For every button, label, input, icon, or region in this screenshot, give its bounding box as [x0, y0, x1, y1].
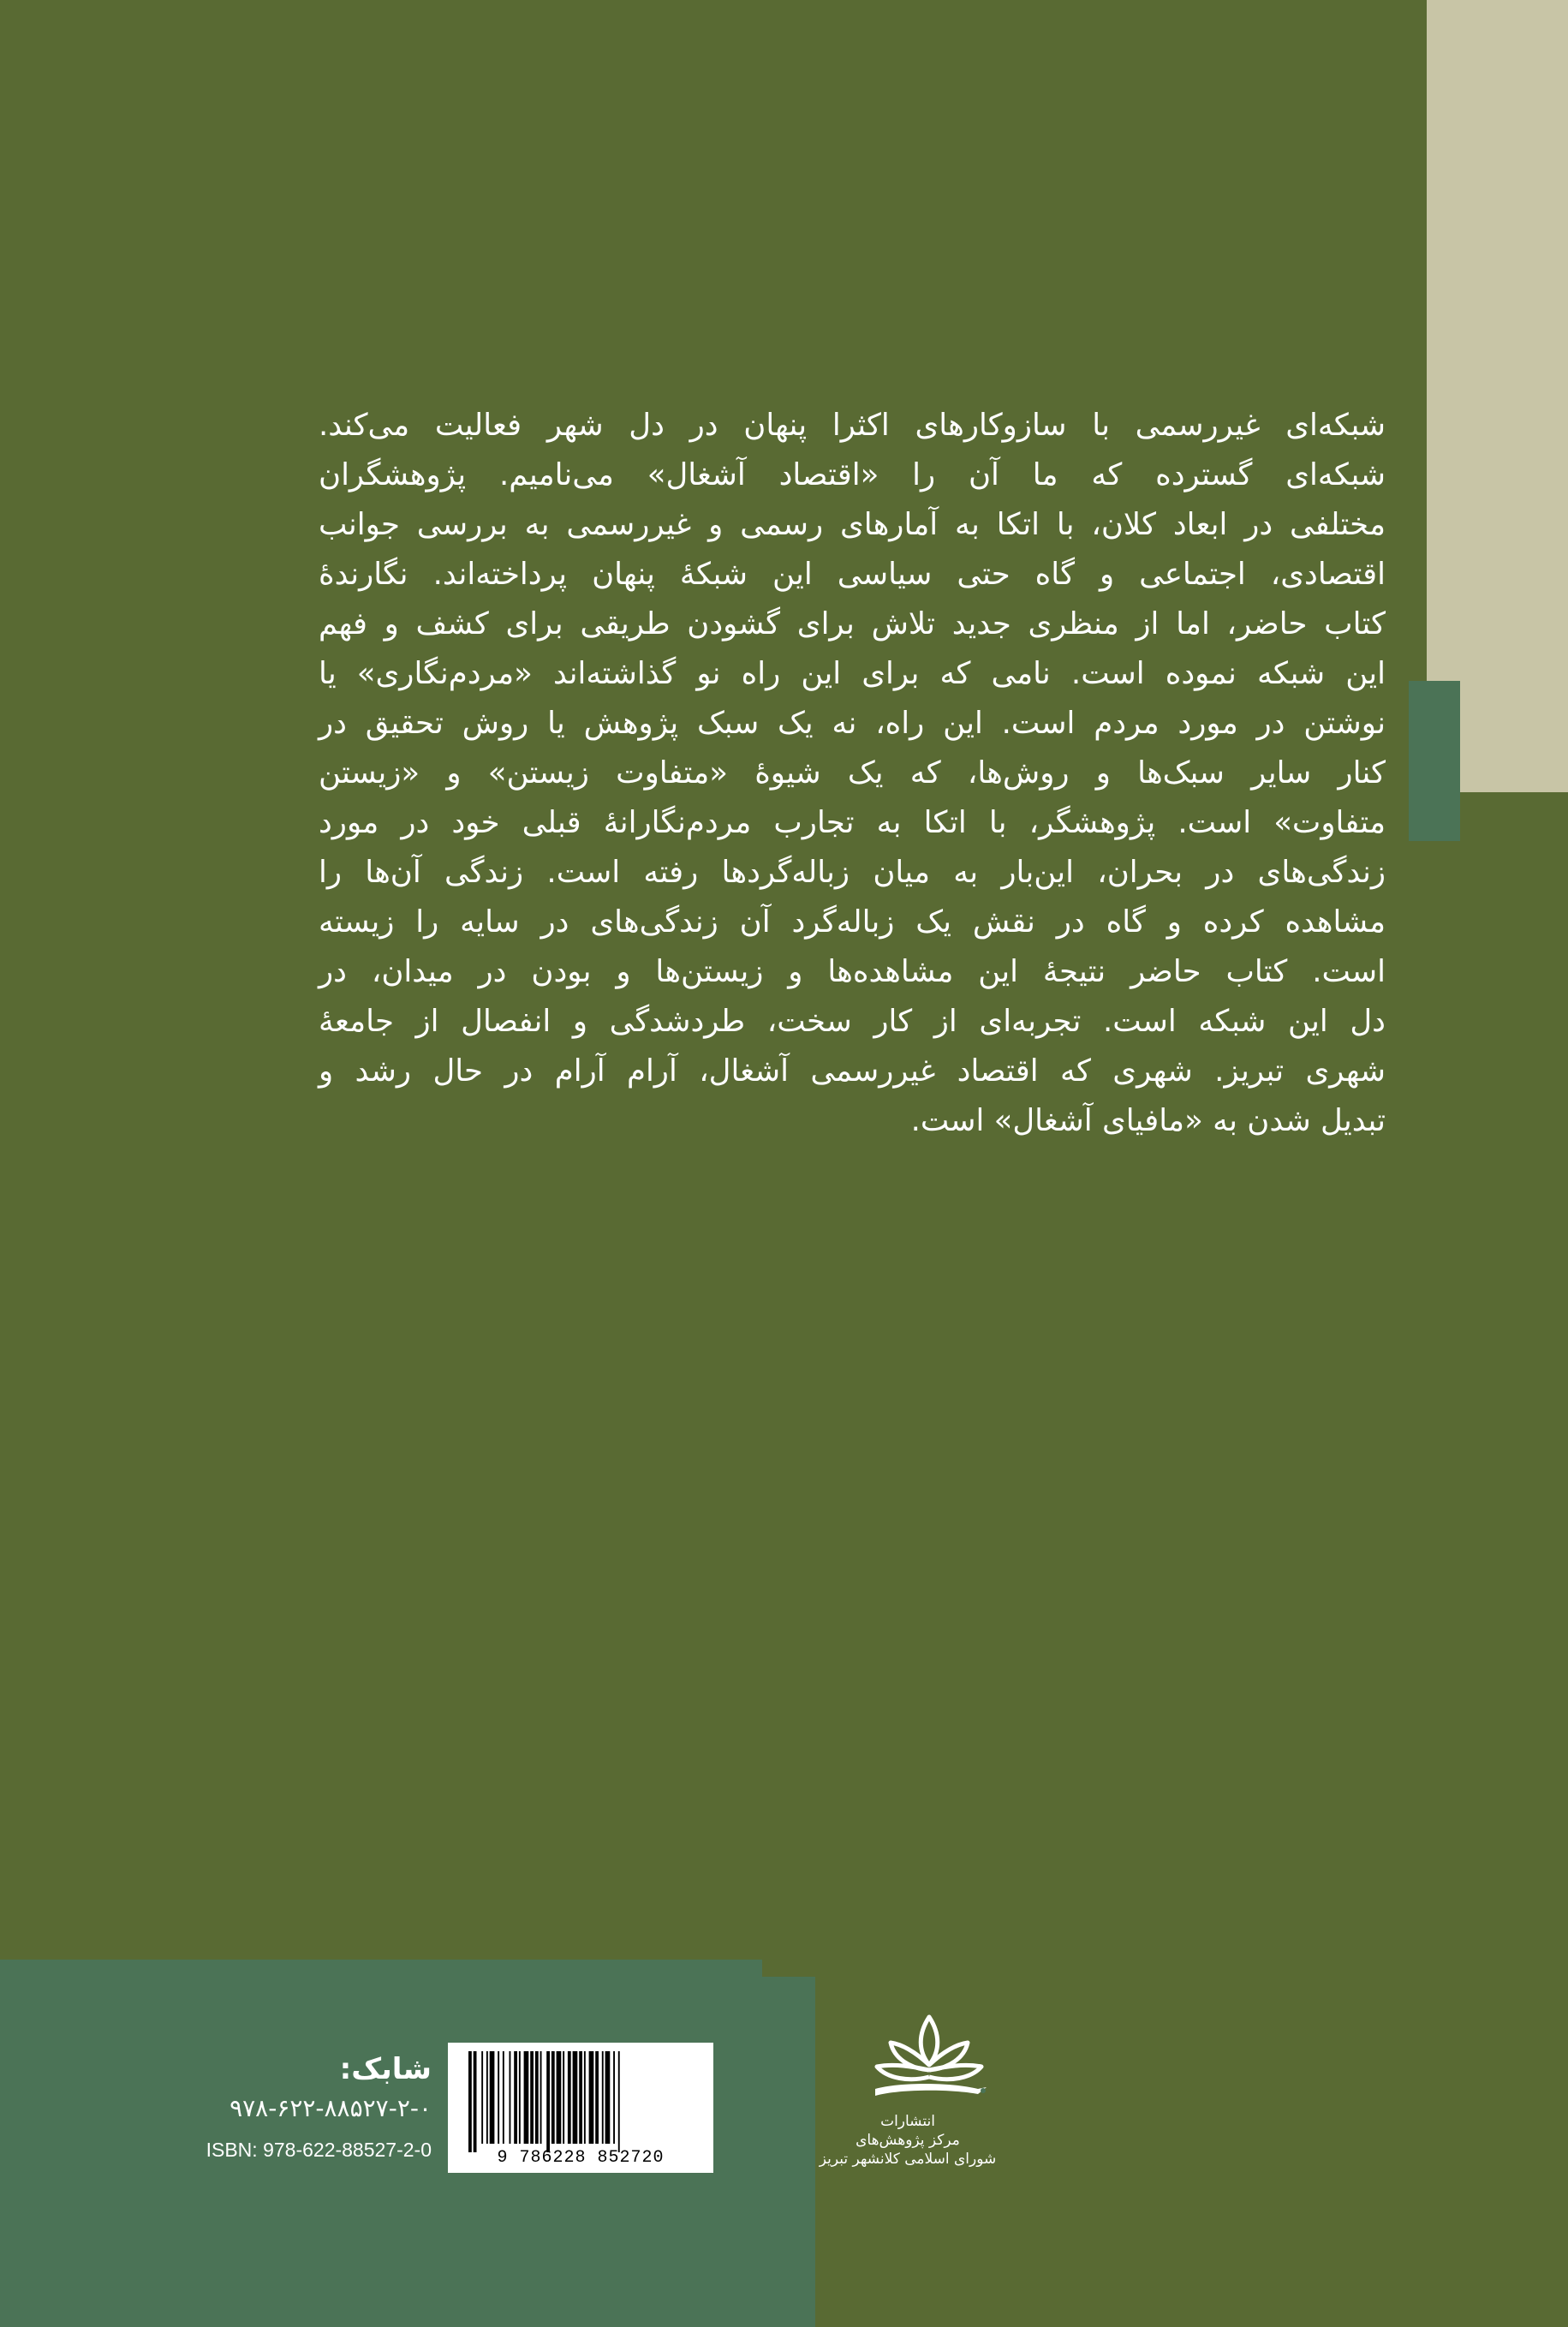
blurb-line: مشاهده کرده و گاه در نقش یک زباله‌گرد آن زندگی‌های در سایه را زیسته: [319, 904, 1386, 940]
green-tab-marker: [1409, 681, 1460, 841]
barcode-bar: [584, 2051, 586, 2144]
blurb-line: شبکه‌ای گسترده که ما آن را «اقتصاد آشغال» می‌نامیم. پژوهشگران: [319, 457, 1386, 492]
barcode-bar: [579, 2051, 582, 2144]
blurb-line: این شبکه نموده است. نامی که برای این راه نو گذاشته‌اند «مردم‌نگاری» یا: [319, 656, 1386, 691]
beige-side-strip: [1427, 0, 1568, 792]
barcode-bar: [563, 2051, 564, 2144]
isbn-label: شابک:: [339, 2052, 432, 2086]
isbn-english: ISBN: 978-622-88527-2-0: [206, 2139, 432, 2161]
barcode-bar: [519, 2051, 521, 2144]
blurb-line: زندگی‌های در بحران، این‌بار به میان زباله‌گردها رفته است. زندگی آن‌ها را: [319, 855, 1386, 890]
barcode-bar: [618, 2051, 620, 2152]
barcode-bar: [498, 2051, 499, 2144]
barcode-bar: [503, 2051, 504, 2144]
barcode-bar: [589, 2051, 594, 2144]
barcode-bar: [468, 2051, 472, 2152]
barcode-bar: [514, 2051, 517, 2144]
barcode-bar: [551, 2051, 555, 2144]
barcode-bar: [481, 2051, 483, 2144]
isbn-barcode: [448, 2043, 713, 2173]
barcode-bar: [568, 2051, 571, 2144]
barcode-bar: [530, 2051, 534, 2144]
barcode-bar: [540, 2051, 542, 2144]
barcode-bar: [605, 2051, 611, 2144]
blurb-line: است. کتاب حاضر نتیجهٔ این مشاهده‌ها و زیستن‌ها و بودن در میدان، در: [319, 954, 1386, 989]
blurb-line: تبدیل شدن به «مافیای آشغال» است.: [910, 1103, 1386, 1138]
blurb-line: مختلفی در ابعاد کلان، با اتکا به آمارهای رسمی و غیررسمی به بررسی جوانب: [319, 507, 1386, 542]
blurb-line: شبکه‌ای غیررسمی با سازوکارهای اکثرا پنهان در دل شهر فعالیت می‌کند.: [319, 408, 1386, 443]
barcode-bar: [474, 2051, 477, 2152]
blurb-line: دل این شبکه است. تجربه‌ای از کار سخت، طردشدگی و انفصال از جامعهٔ: [319, 1004, 1386, 1039]
barcode-bar: [486, 2051, 488, 2144]
barcode-bar: [490, 2051, 495, 2144]
barcode-bar: [557, 2051, 562, 2144]
barcode-bar: [595, 2051, 599, 2144]
blurb-line: نوشتن در مورد مردم است. این راه، نه یک سبک پژوهش یا روش تحقیق در: [319, 706, 1386, 741]
barcode-bar: [546, 2051, 550, 2152]
lotus-pen-logo-icon: [865, 2010, 993, 2113]
publisher-name: [805, 2112, 1011, 2169]
barcode-digits: 9 786228 852720: [497, 2148, 665, 2168]
blurb-line: اقتصادی، اجتماعی و گاه حتی سیاسی این شبکهٔ پنهان پرداخته‌اند. نگارندهٔ: [319, 557, 1386, 592]
bottom-panel-notch: [762, 1960, 815, 1977]
blurb-line: شهری تبریز. شهری که اقتصاد غیررسمی آشغال، آرام آرام در حال رشد و: [319, 1053, 1386, 1089]
barcode-bar: [524, 2051, 529, 2144]
barcode-bar: [535, 2051, 539, 2144]
barcode-bar: [573, 2051, 578, 2144]
blurb-line: کتاب حاضر، اما از منظری جدید تلاش برای گشودن طریقی برای کشف و فهم: [319, 606, 1386, 641]
blurb-line: کنار سایر سبک‌ها و روش‌ها، که یک شیوهٔ «متفاوت زیستن» و «زیستن: [319, 755, 1386, 791]
blurb-line: متفاوت» است. پژوهشگر، با اتکا به تجارب مردم‌نگارانهٔ قبلی خود در مورد: [319, 805, 1386, 840]
barcode-bar: [510, 2051, 511, 2144]
barcode-bar: [613, 2051, 615, 2144]
publisher-line: شورای اسلامی کلانشهر تبریز: [819, 2151, 997, 2168]
isbn-persian: ۹۷۸-۶۲۲-۸۸۵۲۷-۲-۰: [230, 2094, 432, 2122]
barcode-bar: [602, 2051, 604, 2144]
back-cover-blurb: [319, 401, 1386, 1146]
publisher-line: مرکز پژوهش‌های: [856, 2132, 960, 2149]
publisher-line: انتشارات: [880, 2113, 935, 2130]
